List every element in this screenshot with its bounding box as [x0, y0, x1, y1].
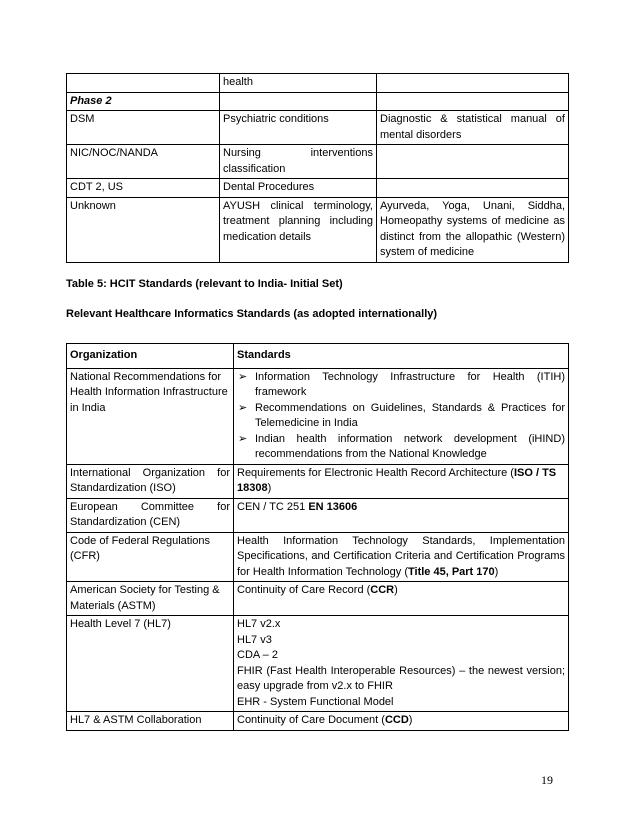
- section-heading: Relevant Healthcare Informatics Standards (as adopted internationally): [66, 308, 438, 320]
- table-row: [67, 92, 569, 111]
- table-row: [67, 532, 569, 582]
- table-row: [67, 582, 569, 616]
- table-cell: AYUSH clinical terminology, treatment planning including medication details: [220, 197, 377, 262]
- terminology-table: [66, 73, 569, 263]
- table-row: [67, 616, 569, 712]
- table-cell: Diagnostic & statistical manual of mental disorders: [377, 111, 569, 145]
- standards-cell: Continuity of Care Record (CCR): [234, 582, 569, 616]
- standards-cell: Requirements for Electronic Health Record Architecture (ISO / TS 18308): [234, 464, 569, 498]
- table-cell: Nursing interventions classification: [220, 145, 377, 179]
- table-cell: Ayurveda, Yoga, Unani, Siddha, Homeopathy systems of medicine as distinct from the allopathic (Western) system of medicine: [377, 197, 569, 262]
- standards-cell: Health Information Technology Standards, Implementation Specifications, and Certification Criteria and Certification Programs for Health Information Technology (Title 45, Part 170): [234, 532, 569, 582]
- table-row: [67, 498, 569, 532]
- standards-cell: [234, 368, 569, 464]
- arrow-bullet-icon: ➢: [238, 370, 248, 383]
- list-item: ➢ Indian health information network development (iHIND) recommendations from the National Knowledge: [238, 432, 565, 460]
- standard-line: FHIR (Fast Health Interoperable Resources) – the newest version; easy upgrade from v2.x to FHIR: [237, 664, 565, 692]
- table-row: [67, 368, 569, 464]
- organization-cell: National Recommendations for Health Information Infrastructure in India: [67, 368, 234, 464]
- standard-line: HL7 v2.x: [237, 618, 281, 630]
- organization-cell: European Committee for Standardization (CEN): [67, 498, 234, 532]
- table-cell: [67, 74, 220, 93]
- organization-cell: International Organization for Standardization (ISO): [67, 464, 234, 498]
- table-cell: CDT 2, US: [67, 179, 220, 198]
- phase-label: Phase 2: [67, 92, 220, 111]
- table-cell: Unknown: [67, 197, 220, 262]
- standard-line: CDA – 2: [237, 649, 278, 661]
- standard-line: HL7 v3: [237, 633, 272, 646]
- table-cell: [377, 145, 569, 179]
- page-number: 19: [541, 773, 553, 787]
- arrow-bullet-icon: ➢: [238, 432, 248, 445]
- organization-cell: American Society for Testing & Materials (ASTM): [67, 582, 234, 616]
- table-row: [67, 464, 569, 498]
- table-row: [67, 145, 569, 179]
- table-cell: Psychiatric conditions: [220, 111, 377, 145]
- table-cell: [377, 74, 569, 93]
- table-cell: [377, 179, 569, 198]
- standards-list: [237, 370, 565, 463]
- organization-cell: Health Level 7 (HL7): [67, 616, 234, 712]
- table-cell: NIC/NOC/NANDA: [67, 145, 220, 179]
- standards-cell: Continuity of Care Document (CCD): [234, 712, 569, 731]
- table-row: [67, 74, 569, 93]
- list-item: ➢ Information Technology Infrastructure for Health (ITIH) framework: [238, 370, 565, 398]
- organization-cell: Code of Federal Regulations (CFR): [67, 532, 234, 582]
- table-cell: health: [220, 74, 377, 93]
- table-cell: DSM: [67, 111, 220, 145]
- standard-line: EHR - System Functional Model: [237, 695, 394, 708]
- table-header-row: [67, 344, 569, 369]
- table-row: [67, 179, 569, 198]
- standards-cell: [234, 616, 569, 712]
- column-header-organization: Organization: [67, 344, 234, 369]
- table-cell: [220, 92, 377, 111]
- table-row: [67, 197, 569, 262]
- column-header-standards: Standards: [234, 344, 569, 369]
- table-row: [67, 111, 569, 145]
- organization-cell: HL7 & ASTM Collaboration: [67, 712, 234, 731]
- table-row: [67, 712, 569, 731]
- list-item: ➢ Recommendations on Guidelines, Standards & Practices for Telemedicine in India: [238, 401, 565, 429]
- table-cell: Dental Procedures: [220, 179, 377, 198]
- table-cell: [377, 92, 569, 111]
- standards-table: [66, 343, 569, 731]
- standards-cell: CEN / TC 251 EN 13606: [234, 498, 569, 532]
- arrow-bullet-icon: ➢: [238, 401, 248, 414]
- table-caption: Table 5: HCIT Standards (relevant to India- Initial Set): [66, 278, 343, 290]
